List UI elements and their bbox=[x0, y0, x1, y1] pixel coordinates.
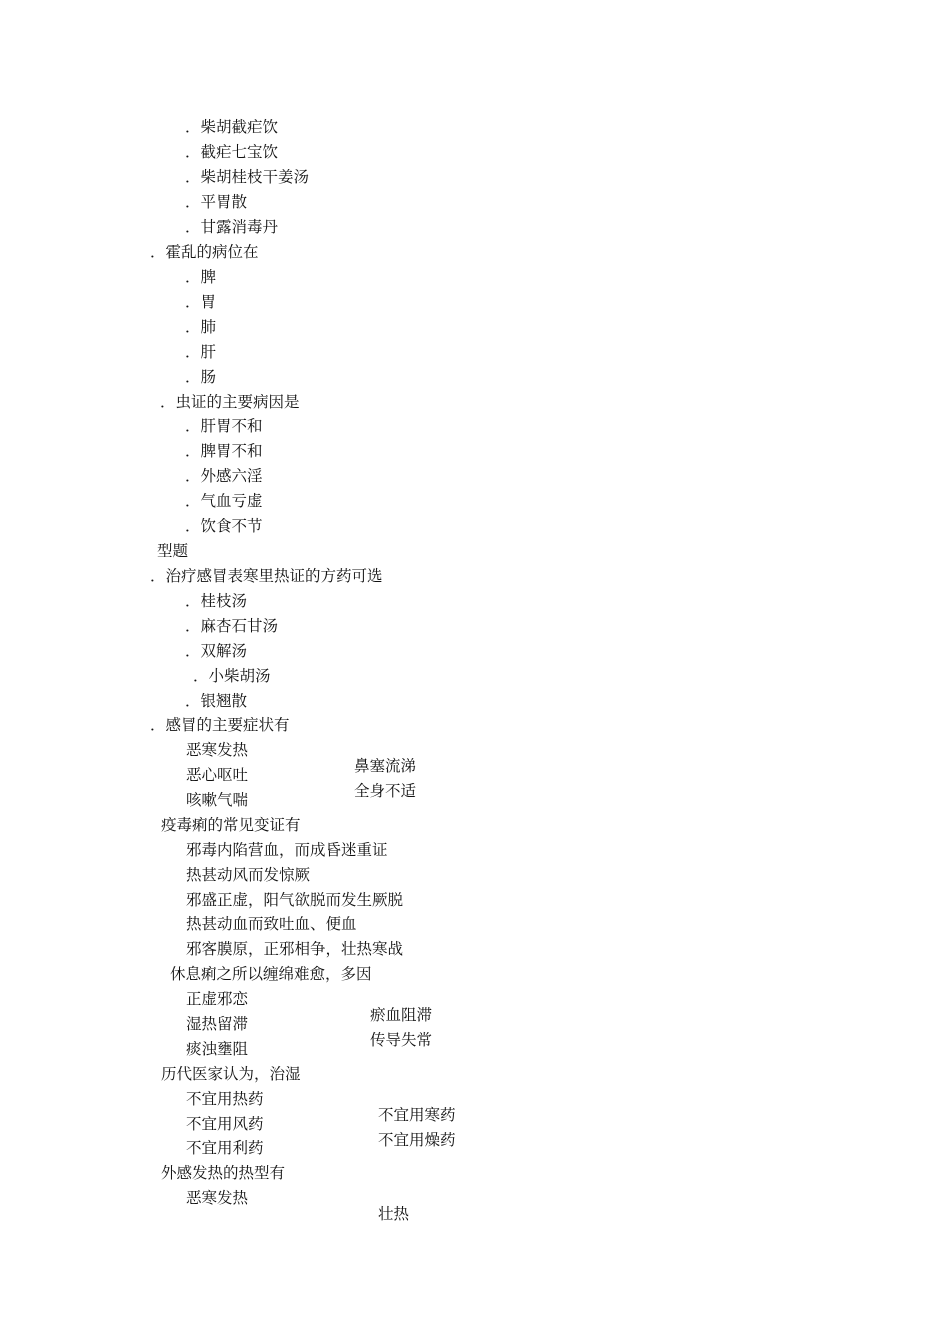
option-a4: ．平胃散 bbox=[185, 193, 248, 211]
option-a5: ．甘露消毒丹 bbox=[185, 218, 279, 236]
option-c1: ．肝胃不和 bbox=[185, 417, 263, 435]
option-e1: 恶寒发热 bbox=[186, 741, 249, 759]
option-h1: 不宜用热药 bbox=[186, 1090, 264, 1108]
question-stem-b: ．霍乱的病位在 bbox=[150, 243, 259, 261]
option-g4: 传导失常 bbox=[370, 1030, 433, 1049]
option-b5: ．肠 bbox=[185, 368, 217, 386]
option-g5: 痰浊壅阻 bbox=[186, 1040, 249, 1058]
section-heading: 型题 bbox=[157, 542, 189, 560]
question-stem-e: ．感冒的主要症状有 bbox=[150, 716, 290, 734]
option-b3: ．肺 bbox=[185, 318, 217, 336]
question-stem-g: 休息痢之所以缠绵难愈，多因 bbox=[170, 965, 372, 983]
question-stem-i: 外感发热的热型有 bbox=[161, 1164, 286, 1182]
question-stem-f: 疫毒痢的常见变证有 bbox=[161, 816, 301, 834]
option-c4: ．气血亏虚 bbox=[185, 492, 263, 510]
option-h2: 不宜用寒药 bbox=[378, 1105, 456, 1124]
option-b1: ．脾 bbox=[185, 268, 217, 286]
option-b2: ．胃 bbox=[185, 293, 217, 311]
option-a2: ．截疟七宝饮 bbox=[185, 143, 279, 161]
option-g3: 湿热留滞 bbox=[186, 1015, 249, 1033]
option-e5: 咳嗽气喘 bbox=[186, 791, 249, 809]
option-i2: 壮热 bbox=[378, 1204, 410, 1223]
question-stem-d: ．治疗感冒表寒里热证的方药可选 bbox=[150, 567, 383, 585]
option-f4: 热甚动血而致吐血、便血 bbox=[186, 915, 357, 933]
option-e2: 鼻塞流涕 bbox=[354, 756, 417, 775]
option-d1: ．桂枝汤 bbox=[185, 592, 248, 610]
option-h5: 不宜用利药 bbox=[186, 1139, 264, 1157]
option-c5: ．饮食不节 bbox=[185, 517, 263, 535]
option-e4: 全身不适 bbox=[354, 781, 417, 800]
option-c2: ．脾胃不和 bbox=[185, 442, 263, 460]
option-d4: ．小柴胡汤 bbox=[193, 667, 271, 685]
question-stem-h: 历代医家认为，治湿 bbox=[161, 1065, 301, 1083]
option-f1: 邪毒内陷营血，而成昏迷重证 bbox=[186, 841, 388, 859]
option-f5: 邪客膜原，正邪相争，壮热寒战 bbox=[186, 940, 404, 958]
option-a3: ．柴胡桂枝干姜汤 bbox=[185, 168, 310, 186]
option-c3: ．外感六淫 bbox=[185, 467, 263, 485]
option-f2: 热甚动风而发惊厥 bbox=[186, 866, 311, 884]
option-i1: 恶寒发热 bbox=[186, 1189, 249, 1207]
option-g2: 瘀血阻滞 bbox=[370, 1005, 433, 1024]
option-b4: ．肝 bbox=[185, 343, 217, 361]
option-d2: ．麻杏石甘汤 bbox=[185, 617, 279, 635]
option-a1: ．柴胡截疟饮 bbox=[185, 118, 279, 136]
option-h4: 不宜用燥药 bbox=[378, 1130, 456, 1149]
option-h3: 不宜用风药 bbox=[186, 1115, 264, 1133]
option-g1: 正虚邪恋 bbox=[186, 990, 249, 1008]
option-d5: ．银翘散 bbox=[185, 692, 248, 710]
question-stem-c: ．虫证的主要病因是 bbox=[160, 393, 300, 411]
option-f3: 邪盛正虚，阳气欲脱而发生厥脱 bbox=[186, 891, 404, 909]
option-e3: 恶心呕吐 bbox=[186, 766, 249, 784]
option-d3: ．双解汤 bbox=[185, 642, 248, 660]
